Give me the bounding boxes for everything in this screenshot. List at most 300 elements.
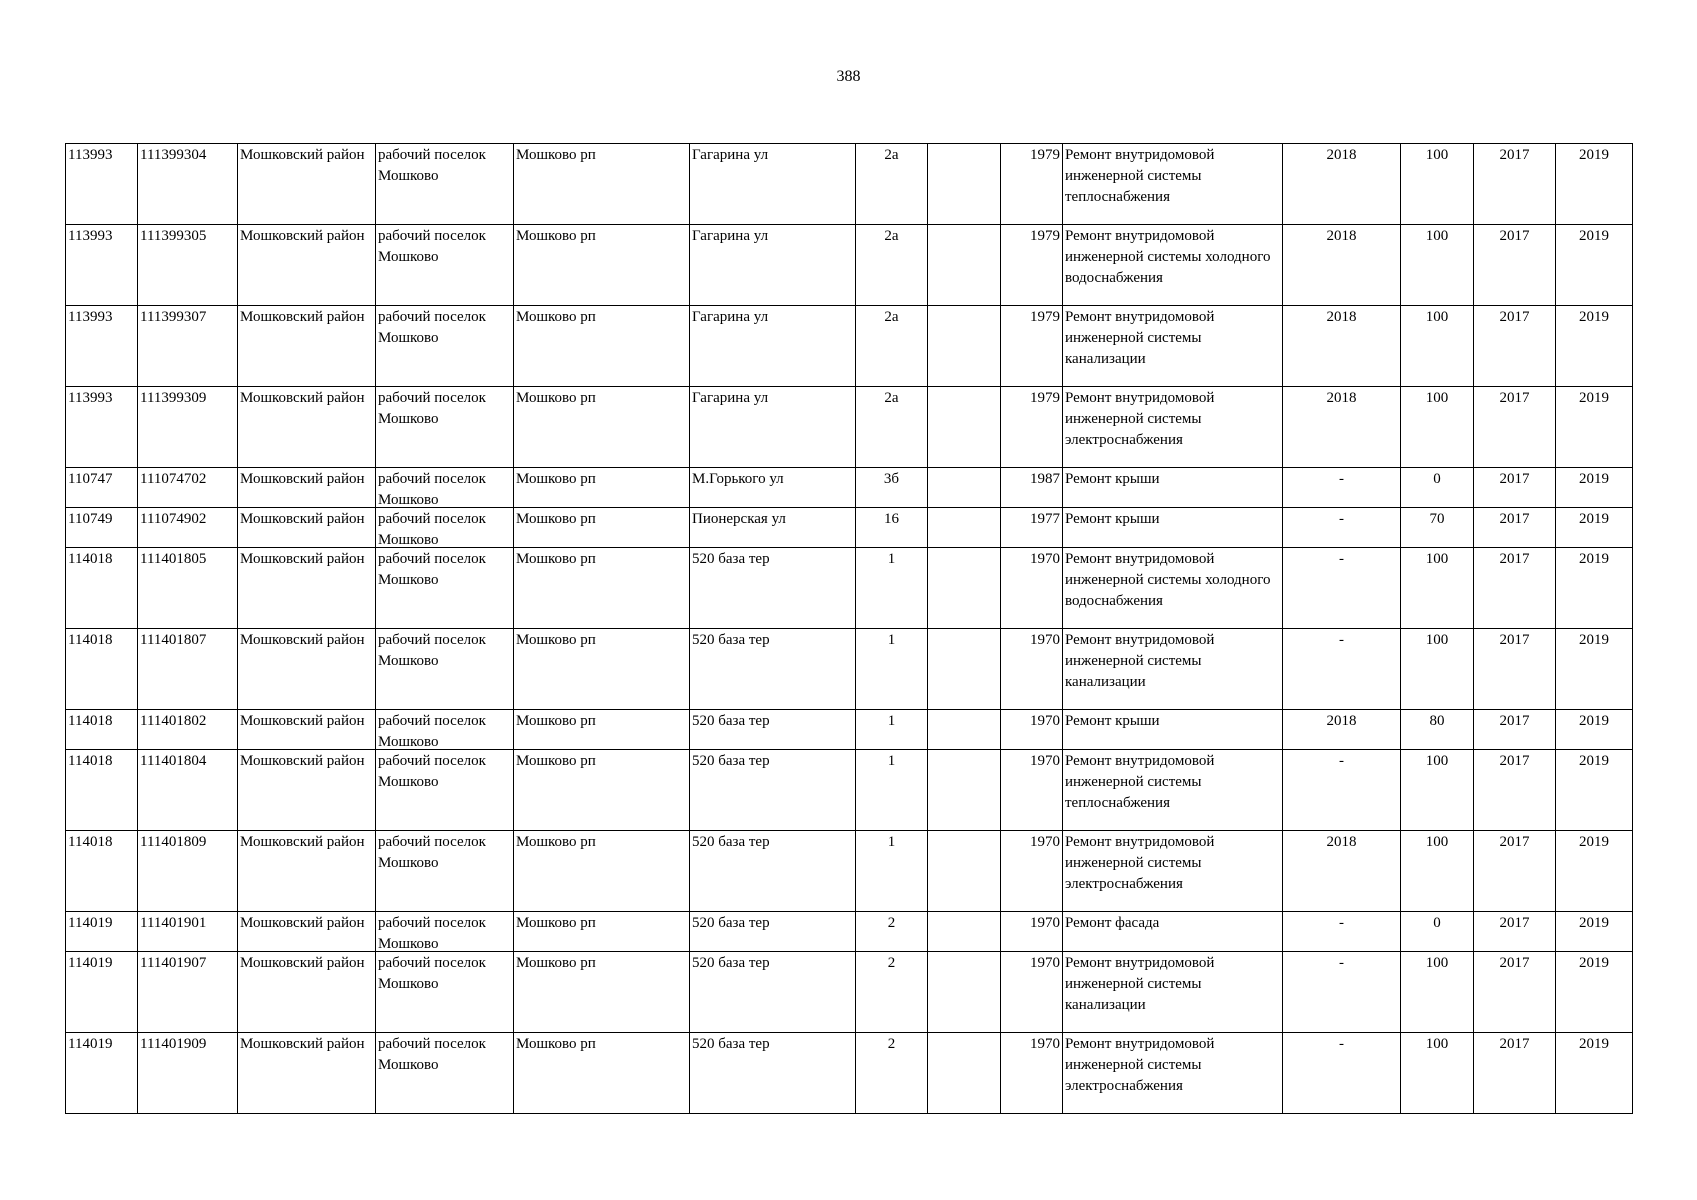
cell-street — [690, 225, 856, 306]
cell-house — [856, 387, 928, 468]
cell-year-built — [1001, 508, 1063, 548]
cell-work — [1063, 306, 1283, 387]
cell-text: Пионерская ул — [692, 511, 786, 527]
cell-text: рабочий поселок Мошково — [378, 753, 486, 790]
cell-percent — [1401, 629, 1474, 710]
cell-text: 0 — [1433, 915, 1441, 931]
cell-percent — [1401, 750, 1474, 831]
cell-text: 2а — [884, 390, 899, 406]
cell-extra — [928, 710, 1001, 750]
cell-text: 100 — [1425, 551, 1449, 567]
cell-end — [1556, 831, 1633, 912]
cell-code — [138, 225, 238, 306]
cell-text: 2019 — [1579, 955, 1609, 971]
cell-locality — [514, 508, 690, 548]
cell-year-plan — [1283, 710, 1401, 750]
cell-text: Ремонт внутридомовой инженерной системы канализации — [1065, 632, 1215, 690]
cell-end — [1556, 387, 1633, 468]
cell-district — [238, 912, 376, 952]
cell-street — [690, 1033, 856, 1114]
cell-text: Мошково рп — [516, 955, 596, 971]
cell-text: 111074902 — [140, 511, 207, 527]
cell-code — [138, 1033, 238, 1114]
cell-work — [1063, 831, 1283, 912]
cell-text: Мошковский район — [240, 147, 365, 163]
cell-text: Ремонт внутридомовой инженерной системы теплоснабжения — [1065, 753, 1215, 811]
cell-text: 2 — [887, 915, 896, 931]
cell-locality — [514, 750, 690, 831]
cell-percent — [1401, 225, 1474, 306]
cell-settlement-type — [376, 548, 514, 629]
cell-district — [238, 710, 376, 750]
cell-id — [66, 225, 138, 306]
cell-text: 1979 — [1030, 309, 1060, 325]
cell-text: 2019 — [1579, 390, 1609, 406]
cell-text: 2017 — [1499, 632, 1530, 648]
cell-street — [690, 468, 856, 508]
cell-text: Мошковский район — [240, 915, 365, 931]
cell-code — [138, 387, 238, 468]
cell-district — [238, 306, 376, 387]
cell-year-plan — [1283, 750, 1401, 831]
cell-end — [1556, 912, 1633, 952]
cell-percent — [1401, 508, 1474, 548]
table-row — [66, 1033, 1633, 1114]
cell-text: 1 — [887, 834, 896, 850]
cell-text: 2 — [887, 955, 896, 971]
cell-settlement-type — [376, 306, 514, 387]
cell-text: 2018 — [1326, 228, 1357, 244]
cell-text: 1 — [887, 632, 896, 648]
cell-year-plan — [1283, 306, 1401, 387]
cell-start — [1474, 144, 1556, 225]
cell-year-built — [1001, 1033, 1063, 1114]
table-row — [66, 548, 1633, 629]
cell-text: 2017 — [1499, 915, 1530, 931]
cell-settlement-type — [376, 225, 514, 306]
cell-year-plan — [1283, 548, 1401, 629]
cell-text: 1977 — [1030, 511, 1060, 527]
cell-start — [1474, 508, 1556, 548]
table-row — [66, 306, 1633, 387]
cell-extra — [928, 508, 1001, 548]
cell-year-plan — [1283, 1033, 1401, 1114]
cell-year-plan — [1283, 952, 1401, 1033]
cell-text: Мошково рп — [516, 471, 596, 487]
cell-text: Ремонт внутридомовой инженерной системы электроснабжения — [1065, 1036, 1215, 1094]
cell-code — [138, 508, 238, 548]
cell-locality — [514, 710, 690, 750]
cell-percent — [1401, 1033, 1474, 1114]
cell-text: Мошковский район — [240, 713, 365, 729]
cell-text: 114018 — [68, 753, 113, 769]
cell-text: Мошково рп — [516, 632, 596, 648]
cell-street — [690, 144, 856, 225]
cell-work — [1063, 629, 1283, 710]
cell-text: М.Горького ул — [692, 471, 784, 487]
cell-text: 111401807 — [140, 632, 207, 648]
table-row — [66, 912, 1633, 952]
cell-house — [856, 225, 928, 306]
cell-text: 1970 — [1030, 551, 1060, 567]
cell-text: 2019 — [1579, 228, 1609, 244]
cell-locality — [514, 144, 690, 225]
table-row — [66, 468, 1633, 508]
cell-start — [1474, 750, 1556, 831]
cell-text: 2019 — [1579, 915, 1609, 931]
cell-text: 520 база тер — [692, 834, 770, 850]
cell-text: 2017 — [1499, 753, 1530, 769]
cell-id — [66, 629, 138, 710]
table-row — [66, 710, 1633, 750]
cell-text: Ремонт фасада — [1065, 915, 1160, 931]
cell-id — [66, 952, 138, 1033]
cell-house — [856, 750, 928, 831]
cell-street — [690, 387, 856, 468]
cell-text: - — [1339, 915, 1344, 931]
cell-text: 2019 — [1579, 713, 1609, 729]
cell-text: 100 — [1425, 955, 1449, 971]
cell-id — [66, 144, 138, 225]
table-row — [66, 629, 1633, 710]
cell-settlement-type — [376, 629, 514, 710]
cell-text: 111401804 — [140, 753, 207, 769]
cell-text: - — [1339, 1036, 1344, 1052]
cell-extra — [928, 306, 1001, 387]
cell-text: Мошковский район — [240, 834, 365, 850]
cell-text: 111401805 — [140, 551, 207, 567]
cell-district — [238, 468, 376, 508]
cell-text: - — [1339, 471, 1344, 487]
cell-text: рабочий поселок Мошково — [378, 834, 486, 871]
cell-locality — [514, 629, 690, 710]
cell-end — [1556, 306, 1633, 387]
cell-year-built — [1001, 629, 1063, 710]
cell-settlement-type — [376, 387, 514, 468]
cell-start — [1474, 831, 1556, 912]
cell-text: рабочий поселок Мошково — [378, 955, 486, 992]
cell-text: рабочий поселок Мошково — [378, 390, 486, 427]
cell-work — [1063, 225, 1283, 306]
cell-text: 113993 — [68, 228, 113, 244]
cell-text: 2 — [887, 1036, 896, 1052]
cell-percent — [1401, 952, 1474, 1033]
cell-extra — [928, 225, 1001, 306]
cell-text: 2018 — [1326, 834, 1357, 850]
cell-text: 520 база тер — [692, 753, 770, 769]
cell-id — [66, 468, 138, 508]
cell-text: Мошково рп — [516, 834, 596, 850]
cell-text: Гагарина ул — [692, 390, 769, 406]
cell-end — [1556, 629, 1633, 710]
cell-start — [1474, 710, 1556, 750]
cell-street — [690, 750, 856, 831]
cell-text: Мошково рп — [516, 147, 596, 163]
cell-extra — [928, 1033, 1001, 1114]
cell-text: Гагарина ул — [692, 147, 769, 163]
cell-text: 2017 — [1499, 713, 1530, 729]
cell-text: 111401901 — [140, 915, 207, 931]
cell-text: 2а — [884, 228, 899, 244]
cell-settlement-type — [376, 710, 514, 750]
cell-work — [1063, 468, 1283, 508]
cell-text: 1979 — [1030, 228, 1060, 244]
cell-text: 111399309 — [140, 390, 207, 406]
cell-locality — [514, 468, 690, 508]
cell-extra — [928, 831, 1001, 912]
cell-district — [238, 750, 376, 831]
cell-house — [856, 1033, 928, 1114]
page-number: 388 — [836, 68, 861, 85]
cell-text — [930, 509, 998, 547]
cell-text: рабочий поселок Мошково — [378, 511, 486, 547]
cell-extra — [928, 750, 1001, 831]
cell-year-built — [1001, 468, 1063, 508]
cell-extra — [928, 952, 1001, 1033]
cell-year-plan — [1283, 831, 1401, 912]
cell-start — [1474, 306, 1556, 387]
cell-text: 2019 — [1579, 471, 1609, 487]
cell-percent — [1401, 548, 1474, 629]
cell-settlement-type — [376, 831, 514, 912]
cell-start — [1474, 952, 1556, 1033]
cell-work — [1063, 912, 1283, 952]
cell-text: 2017 — [1499, 955, 1530, 971]
cell-settlement-type — [376, 508, 514, 548]
cell-text: Мошковский район — [240, 632, 365, 648]
cell-extra — [928, 144, 1001, 225]
cell-text: 1 — [887, 551, 896, 567]
cell-year-built — [1001, 831, 1063, 912]
cell-text: 520 база тер — [692, 632, 770, 648]
cell-settlement-type — [376, 1033, 514, 1114]
cell-extra — [928, 912, 1001, 952]
cell-text: 2017 — [1499, 511, 1530, 527]
cell-text: 2018 — [1326, 147, 1357, 163]
cell-text: Мошково рп — [516, 511, 596, 527]
cell-text: 1 — [887, 753, 896, 769]
cell-start — [1474, 1033, 1556, 1114]
cell-end — [1556, 144, 1633, 225]
cell-year-built — [1001, 306, 1063, 387]
cell-text: Мошково рп — [516, 713, 596, 729]
cell-text: Мошковский район — [240, 551, 365, 567]
cell-percent — [1401, 710, 1474, 750]
cell-end — [1556, 508, 1633, 548]
table-row — [66, 831, 1633, 912]
cell-id — [66, 548, 138, 629]
cell-year-built — [1001, 387, 1063, 468]
cell-start — [1474, 912, 1556, 952]
cell-text: 100 — [1425, 147, 1449, 163]
cell-locality — [514, 912, 690, 952]
cell-text: Мошково рп — [516, 753, 596, 769]
cell-end — [1556, 468, 1633, 508]
cell-text: 1970 — [1030, 915, 1060, 931]
cell-house — [856, 548, 928, 629]
cell-locality — [514, 387, 690, 468]
cell-text: 520 база тер — [692, 915, 770, 931]
cell-year-built — [1001, 952, 1063, 1033]
cell-text: 2019 — [1579, 834, 1609, 850]
cell-text: 1 — [887, 713, 896, 729]
cell-text: 2019 — [1579, 511, 1609, 527]
cell-start — [1474, 387, 1556, 468]
cell-text: 2019 — [1579, 1036, 1609, 1052]
cell-text: - — [1339, 551, 1344, 567]
cell-text: 2018 — [1326, 309, 1357, 325]
repair-registry-table — [65, 143, 1633, 1114]
cell-text: 2а — [884, 147, 899, 163]
cell-work — [1063, 750, 1283, 831]
cell-text: 520 база тер — [692, 955, 770, 971]
cell-text: Мошковский район — [240, 471, 365, 487]
cell-locality — [514, 831, 690, 912]
cell-text: 520 база тер — [692, 1036, 770, 1052]
cell-house — [856, 508, 928, 548]
cell-text: 114018 — [68, 834, 113, 850]
cell-work — [1063, 144, 1283, 225]
cell-percent — [1401, 831, 1474, 912]
cell-year-built — [1001, 144, 1063, 225]
cell-text: 0 — [1433, 471, 1441, 487]
cell-text: 100 — [1425, 309, 1449, 325]
cell-text — [930, 711, 998, 749]
cell-text: 114018 — [68, 632, 113, 648]
cell-text: Ремонт крыши — [1065, 471, 1160, 487]
cell-code — [138, 144, 238, 225]
cell-text: 114018 — [68, 713, 113, 729]
cell-text: 100 — [1425, 228, 1449, 244]
cell-code — [138, 468, 238, 508]
cell-text: 110749 — [68, 511, 113, 527]
cell-start — [1474, 468, 1556, 508]
cell-settlement-type — [376, 750, 514, 831]
cell-text: Мошково рп — [516, 915, 596, 931]
cell-text: 111401907 — [140, 955, 207, 971]
cell-text: Мошково рп — [516, 309, 596, 325]
table-row — [66, 952, 1633, 1033]
cell-id — [66, 508, 138, 548]
cell-district — [238, 548, 376, 629]
cell-text: Мошковский район — [240, 228, 365, 244]
cell-code — [138, 629, 238, 710]
cell-house — [856, 468, 928, 508]
cell-text: Ремонт крыши — [1065, 511, 1160, 527]
cell-text: Ремонт внутридомовой инженерной системы канализации — [1065, 309, 1215, 367]
cell-text: 113993 — [68, 390, 113, 406]
cell-text: 80 — [1429, 713, 1445, 729]
cell-district — [238, 144, 376, 225]
cell-extra — [928, 468, 1001, 508]
cell-settlement-type — [376, 468, 514, 508]
cell-text: 1970 — [1030, 1036, 1060, 1052]
cell-district — [238, 629, 376, 710]
cell-text: 3б — [883, 471, 900, 487]
cell-house — [856, 831, 928, 912]
cell-text: Мошковский район — [240, 309, 365, 325]
cell-locality — [514, 225, 690, 306]
cell-house — [856, 629, 928, 710]
cell-end — [1556, 710, 1633, 750]
cell-house — [856, 710, 928, 750]
cell-settlement-type — [376, 912, 514, 952]
cell-text: 111399305 — [140, 228, 207, 244]
cell-text: рабочий поселок Мошково — [378, 309, 486, 346]
cell-text: 2017 — [1499, 147, 1530, 163]
cell-text: 2019 — [1579, 147, 1609, 163]
cell-street — [690, 912, 856, 952]
cell-year-plan — [1283, 144, 1401, 225]
cell-text: Мошково рп — [516, 1036, 596, 1052]
cell-settlement-type — [376, 144, 514, 225]
cell-year-plan — [1283, 508, 1401, 548]
cell-id — [66, 1033, 138, 1114]
cell-end — [1556, 548, 1633, 629]
cell-text: рабочий поселок Мошково — [378, 228, 486, 265]
cell-street — [690, 508, 856, 548]
cell-locality — [514, 1033, 690, 1114]
cell-text: 111401809 — [140, 834, 207, 850]
cell-text: 2018 — [1326, 390, 1357, 406]
cell-text: Гагарина ул — [692, 228, 769, 244]
cell-year-built — [1001, 710, 1063, 750]
cell-text: 1979 — [1030, 390, 1060, 406]
cell-street — [690, 831, 856, 912]
cell-work — [1063, 952, 1283, 1033]
cell-year-built — [1001, 225, 1063, 306]
cell-district — [238, 831, 376, 912]
cell-percent — [1401, 468, 1474, 508]
cell-start — [1474, 629, 1556, 710]
cell-work — [1063, 1033, 1283, 1114]
cell-text: 2017 — [1499, 309, 1530, 325]
cell-text: рабочий поселок Мошково — [378, 915, 486, 951]
cell-code — [138, 952, 238, 1033]
cell-code — [138, 831, 238, 912]
cell-text: 2а — [884, 309, 899, 325]
cell-code — [138, 710, 238, 750]
cell-district — [238, 508, 376, 548]
cell-percent — [1401, 387, 1474, 468]
cell-text: 100 — [1425, 834, 1449, 850]
cell-id — [66, 306, 138, 387]
cell-text: Ремонт внутридомовой инженерной системы электроснабжения — [1065, 834, 1215, 892]
cell-end — [1556, 1033, 1633, 1114]
cell-text — [930, 913, 998, 951]
cell-text — [930, 469, 998, 507]
cell-text: 100 — [1425, 632, 1449, 648]
cell-text: 114019 — [68, 915, 113, 931]
cell-text: рабочий поселок Мошково — [378, 551, 486, 588]
cell-id — [66, 831, 138, 912]
cell-text: 100 — [1425, 753, 1449, 769]
cell-house — [856, 144, 928, 225]
cell-locality — [514, 306, 690, 387]
cell-percent — [1401, 144, 1474, 225]
cell-text: Мошковский район — [240, 753, 365, 769]
cell-text: 111401909 — [140, 1036, 207, 1052]
cell-start — [1474, 225, 1556, 306]
cell-code — [138, 306, 238, 387]
cell-district — [238, 387, 376, 468]
cell-text: 2019 — [1579, 632, 1609, 648]
cell-text: 2017 — [1499, 390, 1530, 406]
cell-text: 1987 — [1030, 471, 1060, 487]
table-row — [66, 508, 1633, 548]
cell-text: 2017 — [1499, 1036, 1530, 1052]
table-body — [66, 144, 1633, 1114]
